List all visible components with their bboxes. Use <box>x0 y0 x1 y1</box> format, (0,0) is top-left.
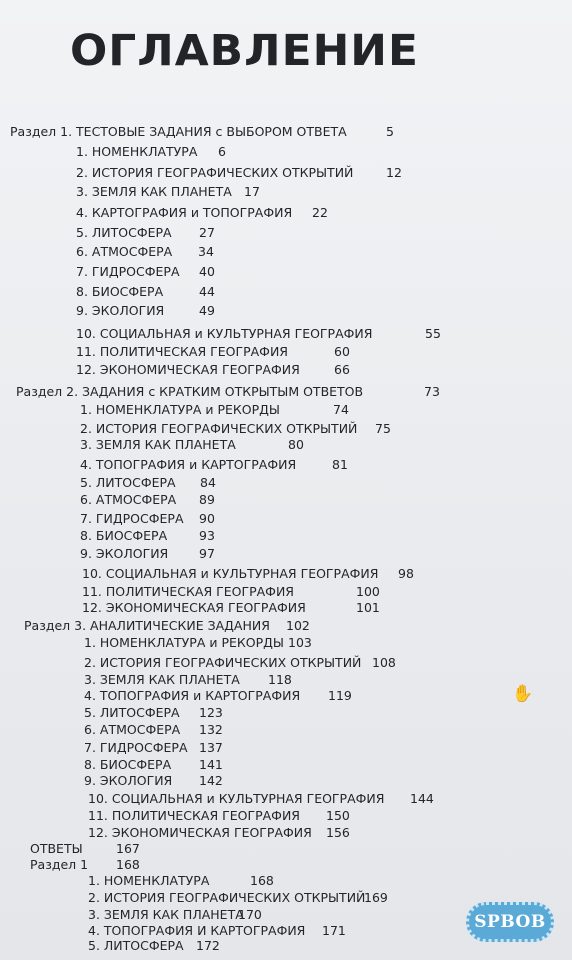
toc-entry-page: 108 <box>372 655 396 670</box>
toc-entry <box>76 144 226 160</box>
toc-entry <box>82 566 414 582</box>
toc-entry <box>16 384 440 400</box>
toc-entry-page: 168 <box>116 857 140 872</box>
toc-entry <box>80 437 304 453</box>
toc-entry <box>84 655 396 671</box>
toc-entry-title: 7. ГИДРОСФЕРА <box>76 264 180 279</box>
toc-entry <box>84 635 312 651</box>
watermark-badge: SPBOB <box>466 902 554 942</box>
toc-entry-page: 44 <box>199 284 215 299</box>
toc-entry-page: 169 <box>364 890 388 905</box>
toc-entry-title: 12. ЭКОНОМИЧЕСКАЯ ГЕОГРАФИЯ <box>88 825 312 840</box>
toc-entry-page: 103 <box>288 635 312 650</box>
toc-entry-title: 4. ТОПОГРАФИЯ и КАРТОГРАФИЯ <box>80 457 297 472</box>
toc-entry <box>88 808 350 824</box>
toc-entry <box>84 740 223 756</box>
toc-entry-page: 118 <box>268 672 292 687</box>
toc-entry-page: 89 <box>199 492 215 507</box>
toc-entry-title: 3. ЗЕМЛЯ КАК ПЛАНЕТА <box>76 184 232 199</box>
toc-entry-page: 93 <box>199 528 215 543</box>
toc-entry-page: 168 <box>250 873 274 888</box>
toc-entry-title: 11. ПОЛИТИЧЕСКАЯ ГЕОГРАФИЯ <box>88 808 300 823</box>
toc-entry-page: 17 <box>244 184 260 199</box>
toc-entry-page: 40 <box>199 264 215 279</box>
toc-entry-title: 3. ЗЕМЛЯ КАК ПЛАНЕТА <box>80 437 236 452</box>
toc-entry <box>88 907 262 923</box>
toc-entry <box>88 923 346 939</box>
toc-entry <box>76 326 441 342</box>
toc-entry-title: 4. ТОПОГРАФИЯ И КАРТОГРАФИЯ <box>88 923 306 938</box>
toc-entry-title: 1. НОМЕНКЛАТУРА и РЕКОРДЫ <box>84 635 284 650</box>
toc-entry-page: 80 <box>288 437 304 452</box>
toc-entry-title: 12. ЭКОНОМИЧЕСКАЯ ГЕОГРАФИЯ <box>82 600 306 615</box>
toc-entry-page: 141 <box>199 757 223 772</box>
toc-entry-title: 1. НОМЕНКЛАТУРА <box>76 144 198 159</box>
toc-entry-title: 11. ПОЛИТИЧЕСКАЯ ГЕОГРАФИЯ <box>82 584 294 599</box>
toc-entry <box>76 362 350 378</box>
toc-entry-page: 90 <box>199 511 215 526</box>
toc-entry-title: 2. ИСТОРИЯ ГЕОГРАФИЧЕСКИХ ОТКРЫТИЙ <box>88 890 366 905</box>
toc-entry-title: Раздел 3. АНАЛИТИЧЕСКИЕ ЗАДАНИЯ <box>24 618 270 633</box>
toc-entry-page: 34 <box>198 244 214 259</box>
toc-entry-title: ОТВЕТЫ <box>30 841 83 856</box>
toc-entry-title: 6. АТМОСФЕРА <box>84 722 181 737</box>
toc-entry-page: 6 <box>218 144 226 159</box>
toc-entry-title: 2. ИСТОРИЯ ГЕОГРАФИЧЕСКИХ ОТКРЫТИЙ <box>84 655 362 670</box>
toc-entry <box>76 284 215 300</box>
toc-entry <box>88 938 220 954</box>
toc-entry <box>80 528 215 544</box>
toc-entry <box>80 475 216 491</box>
toc-entry-page: 132 <box>199 722 223 737</box>
toc-entry-page: 12 <box>386 165 402 180</box>
toc-entry <box>76 165 402 181</box>
page-title: ОГЛАВЛЕНИЕ <box>70 26 420 76</box>
toc-entry <box>24 618 310 634</box>
toc-entry <box>76 264 215 280</box>
toc-entry-page: 170 <box>238 907 262 922</box>
toc-entry <box>88 890 388 906</box>
toc-entry-title: 8. БИОСФЕРА <box>84 757 172 772</box>
toc-entry-page: 73 <box>424 384 440 399</box>
toc-entry-title: Раздел 2. ЗАДАНИЯ с КРАТКИМ ОТКРЫТЫМ ОТВЕТОВ <box>16 384 364 399</box>
toc-entry-page: 144 <box>410 791 434 806</box>
toc-entry-page: 81 <box>332 457 348 472</box>
toc-entry-page: 102 <box>286 618 310 633</box>
toc-entry <box>84 722 223 738</box>
toc-entry-page: 49 <box>199 303 215 318</box>
toc-entry-title: 12. ЭКОНОМИЧЕСКАЯ ГЕОГРАФИЯ <box>76 362 300 377</box>
toc-entry <box>88 791 434 807</box>
toc-entry <box>84 773 223 789</box>
toc-entry-page: 55 <box>425 326 441 341</box>
toc-entry <box>30 857 140 873</box>
toc-entry <box>80 492 215 508</box>
hand-cursor-icon: ✋ <box>512 684 534 704</box>
toc-entry-page: 142 <box>199 773 223 788</box>
toc-entry <box>84 688 352 704</box>
toc-entry-page: 150 <box>326 808 350 823</box>
toc-entry <box>76 244 214 260</box>
toc-entry-page: 22 <box>312 205 328 220</box>
toc-entry <box>88 873 274 889</box>
toc-entry <box>10 124 394 140</box>
toc-entry-page: 27 <box>199 225 215 240</box>
toc-entry-title: Раздел 1. ТЕСТОВЫЕ ЗАДАНИЯ с ВЫБОРОМ ОТВЕТА <box>10 124 347 139</box>
toc-entry-title: 6. АТМОСФЕРА <box>76 244 173 259</box>
toc-entry-title: 1. НОМЕНКЛАТУРА и РЕКОРДЫ <box>80 402 280 417</box>
toc-entry-title: 2. ИСТОРИЯ ГЕОГРАФИЧЕСКИХ ОТКРЫТИЙ <box>76 165 354 180</box>
toc-entry-page: 137 <box>199 740 223 755</box>
toc-entry-page: 5 <box>386 124 394 139</box>
toc-entry-title: 10. СОЦИАЛЬНАЯ и КУЛЬТУРНАЯ ГЕОГРАФИЯ <box>82 566 379 581</box>
toc-entry <box>80 457 348 473</box>
toc-entry <box>76 205 328 221</box>
toc-entry-title: 1. НОМЕНКЛАТУРА <box>88 873 210 888</box>
toc-entry-title: 5. ЛИТОСФЕРА <box>84 705 180 720</box>
toc-entry-title: 10. СОЦИАЛЬНАЯ и КУЛЬТУРНАЯ ГЕОГРАФИЯ <box>88 791 385 806</box>
toc-entry-title: 4. КАРТОГРАФИЯ и ТОПОГРАФИЯ <box>76 205 293 220</box>
toc-entry <box>30 841 140 857</box>
toc-entry-page: 171 <box>322 923 346 938</box>
toc-entry <box>80 546 215 562</box>
toc-entry <box>82 600 380 616</box>
toc-entry-page: 123 <box>199 705 223 720</box>
toc-entry-title: 3. ЗЕМЛЯ КАК ПЛАНЕТА <box>88 907 244 922</box>
toc-entry-title: 9. ЭКОЛОГИЯ <box>76 303 165 318</box>
toc-entry-page: 172 <box>196 938 220 953</box>
toc-entry-page: 167 <box>116 841 140 856</box>
watermark-logo <box>458 888 562 954</box>
toc-entry-title: 3. ЗЕМЛЯ КАК ПЛАНЕТА <box>84 672 240 687</box>
toc-entry <box>84 672 292 688</box>
toc-entry-page: 98 <box>398 566 414 581</box>
toc-entry <box>84 757 223 773</box>
toc-entry <box>88 825 350 841</box>
toc-entry-page: 119 <box>328 688 352 703</box>
toc-entry-page: 97 <box>199 546 215 561</box>
toc-entry-title: 11. ПОЛИТИЧЕСКАЯ ГЕОГРАФИЯ <box>76 344 288 359</box>
toc-entry-title: 10. СОЦИАЛЬНАЯ и КУЛЬТУРНАЯ ГЕОГРАФИЯ <box>76 326 373 341</box>
toc-entry-title: 8. БИОСФЕРА <box>80 528 168 543</box>
toc-entry-page: 66 <box>334 362 350 377</box>
toc-entry-title: 2. ИСТОРИЯ ГЕОГРАФИЧЕСКИХ ОТКРЫТИЙ <box>80 421 358 436</box>
toc-entry-title: 7. ГИДРОСФЕРА <box>84 740 188 755</box>
toc-entry <box>80 402 349 418</box>
toc-entry-page: 100 <box>356 584 380 599</box>
toc-entry <box>76 184 260 200</box>
toc-entry-title: 8. БИОСФЕРА <box>76 284 164 299</box>
toc-entry-page: 60 <box>334 344 350 359</box>
toc-entry <box>76 225 215 241</box>
toc-entry-title: 4. ТОПОГРАФИЯ и КАРТОГРАФИЯ <box>84 688 301 703</box>
toc-entry-title: Раздел 1 <box>30 857 89 872</box>
toc-entry-page: 84 <box>200 475 216 490</box>
toc-entry <box>80 511 215 527</box>
toc-entry-title: 7. ГИДРОСФЕРА <box>80 511 184 526</box>
toc-entry <box>84 705 223 721</box>
toc-entry-page: 101 <box>356 600 380 615</box>
toc-entry-page: 156 <box>326 825 350 840</box>
toc-entry <box>80 421 391 437</box>
toc-entry-title: 9. ЭКОЛОГИЯ <box>84 773 173 788</box>
toc-entry <box>76 303 215 319</box>
toc-entry-title: 5. ЛИТОСФЕРА <box>88 938 184 953</box>
toc-entry <box>76 344 350 360</box>
toc-entry <box>82 584 380 600</box>
toc-entry-page: 75 <box>375 421 391 436</box>
toc-entry-title: 5. ЛИТОСФЕРА <box>80 475 176 490</box>
toc-entry-page: 74 <box>333 402 349 417</box>
toc-entry-title: 5. ЛИТОСФЕРА <box>76 225 172 240</box>
toc-entry-title: 9. ЭКОЛОГИЯ <box>80 546 169 561</box>
toc-entry-title: 6. АТМОСФЕРА <box>80 492 177 507</box>
